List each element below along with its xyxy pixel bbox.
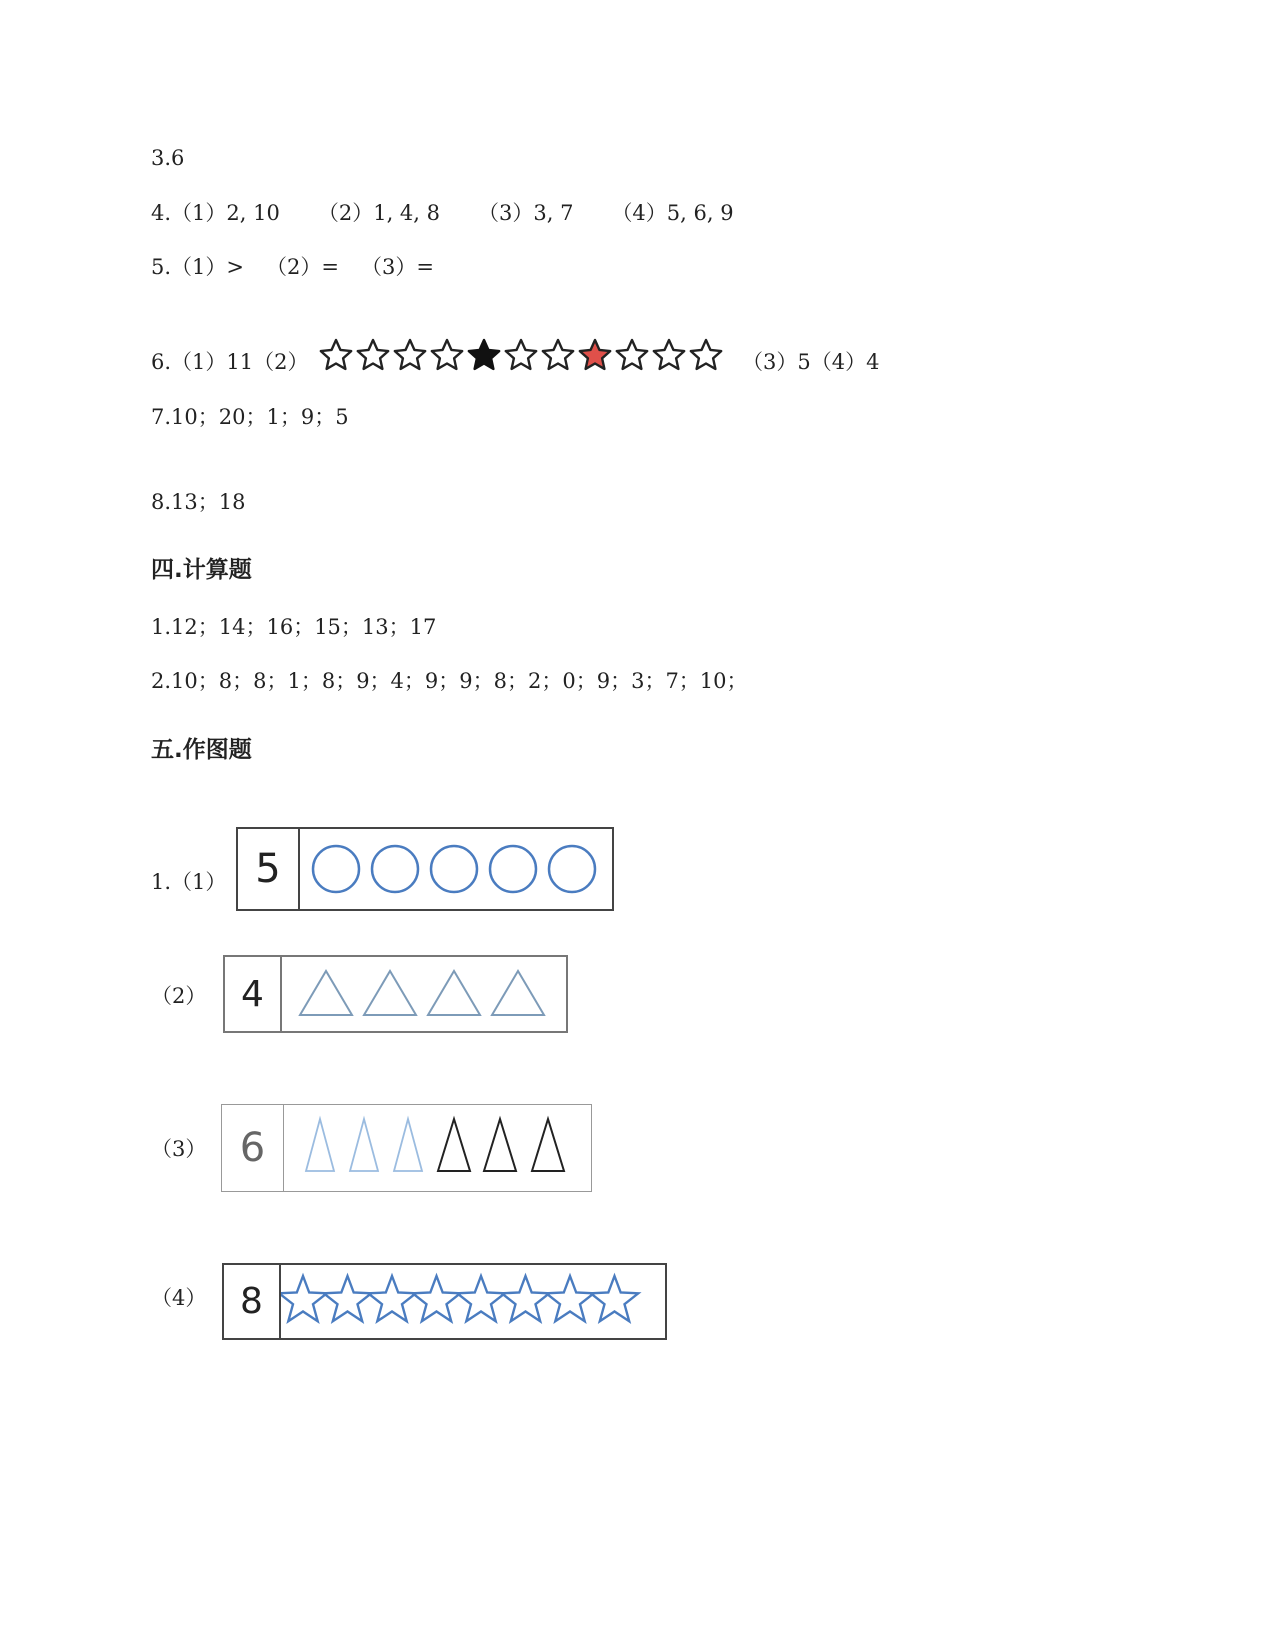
- drawing-3-number: 6: [222, 1105, 284, 1191]
- drawing-2-shapes: [282, 957, 566, 1031]
- star-shape: [546, 1276, 594, 1321]
- filled-red-star-icon: [580, 340, 610, 369]
- star-row-figure: [318, 334, 730, 374]
- dark-triangle-shape: [532, 1119, 564, 1171]
- circle-shape: [313, 846, 359, 892]
- drawing-3-label: （3）: [151, 1137, 207, 1161]
- outline-star-icon: [432, 340, 462, 369]
- triangle-shape: [364, 971, 416, 1015]
- circle-shape: [372, 846, 418, 892]
- outline-star-icon: [321, 340, 351, 369]
- filled-black-star-icon: [469, 340, 499, 369]
- outline-star-icon: [617, 340, 647, 369]
- answer-8: 8.13；18: [151, 490, 246, 514]
- drawing-4-number: 8: [224, 1265, 281, 1338]
- answer-4-part-2: （2）1, 4, 8: [317, 201, 440, 225]
- answer-4-part-1: 4.（1）2, 10: [151, 201, 280, 225]
- answer-7: 7.10；20；1；9；5: [151, 405, 349, 429]
- drawing-2-number: 4: [225, 957, 282, 1031]
- outline-star-icon: [654, 340, 684, 369]
- star-shape: [281, 1276, 327, 1321]
- answer-5-part-1: 5.（1）>: [151, 255, 244, 279]
- star-shape: [324, 1276, 372, 1321]
- triangle-shape: [428, 971, 480, 1015]
- circle-shape: [490, 846, 536, 892]
- outline-star-icon: [506, 340, 536, 369]
- light-triangle-shape: [306, 1119, 334, 1171]
- outline-star-icon: [691, 340, 721, 369]
- circle-shape: [549, 846, 595, 892]
- drawing-4-label: （4）: [151, 1286, 207, 1310]
- triangle-shape: [492, 971, 544, 1015]
- drawing-1-box: [236, 827, 614, 911]
- drawing-4-box: [222, 1263, 667, 1340]
- answer-6-right: （3）5（4）4: [742, 350, 880, 374]
- drawing-1-shapes: [300, 829, 612, 909]
- drawing-3-box: [221, 1104, 592, 1192]
- light-triangle-shape: [394, 1119, 422, 1171]
- answer-4: [151, 203, 734, 224]
- circle-shape: [431, 846, 477, 892]
- drawing-2-box: [223, 955, 568, 1033]
- drawing-3-shapes: [284, 1105, 590, 1191]
- star-shape: [457, 1276, 505, 1321]
- star-shape: [502, 1276, 550, 1321]
- dark-triangle-shape: [484, 1119, 516, 1171]
- calc-answer-1: 1.12；14；16；15；13；17: [151, 615, 437, 639]
- outline-star-icon: [358, 340, 388, 369]
- section-title-draw: 五.作图题: [151, 737, 252, 763]
- drawing-1-label: 1.（1）: [151, 870, 227, 894]
- answer-4-part-3: （3）3, 7: [478, 201, 574, 225]
- outline-star-icon: [543, 340, 573, 369]
- answer-5-part-2: （2）=: [266, 255, 339, 279]
- triangle-shape: [300, 971, 352, 1015]
- answer-5-part-3: （3）=: [360, 255, 434, 279]
- dark-triangle-shape: [438, 1119, 470, 1171]
- answer-4-part-4: （4）5, 6, 9: [611, 201, 734, 225]
- star-shape: [591, 1276, 639, 1321]
- star-shape: [368, 1276, 416, 1321]
- drawing-1-number: 5: [238, 829, 300, 909]
- star-shape: [413, 1276, 461, 1321]
- outline-star-icon: [395, 340, 425, 369]
- answer-6-left: 6.（1）11（2）: [151, 350, 309, 374]
- answer-3: 3.6: [151, 146, 185, 170]
- drawing-2-label: （2）: [151, 984, 207, 1008]
- calc-answer-2: 2.10；8；8；1；8；9；4；9；9；8；2；0；9；3；7；10；: [151, 669, 748, 693]
- answer-5: [151, 257, 434, 278]
- drawing-4-shapes: [281, 1265, 665, 1338]
- light-triangle-shape: [350, 1119, 378, 1171]
- section-title-calc: 四.计算题: [151, 557, 252, 583]
- star-row-svg: [318, 334, 730, 374]
